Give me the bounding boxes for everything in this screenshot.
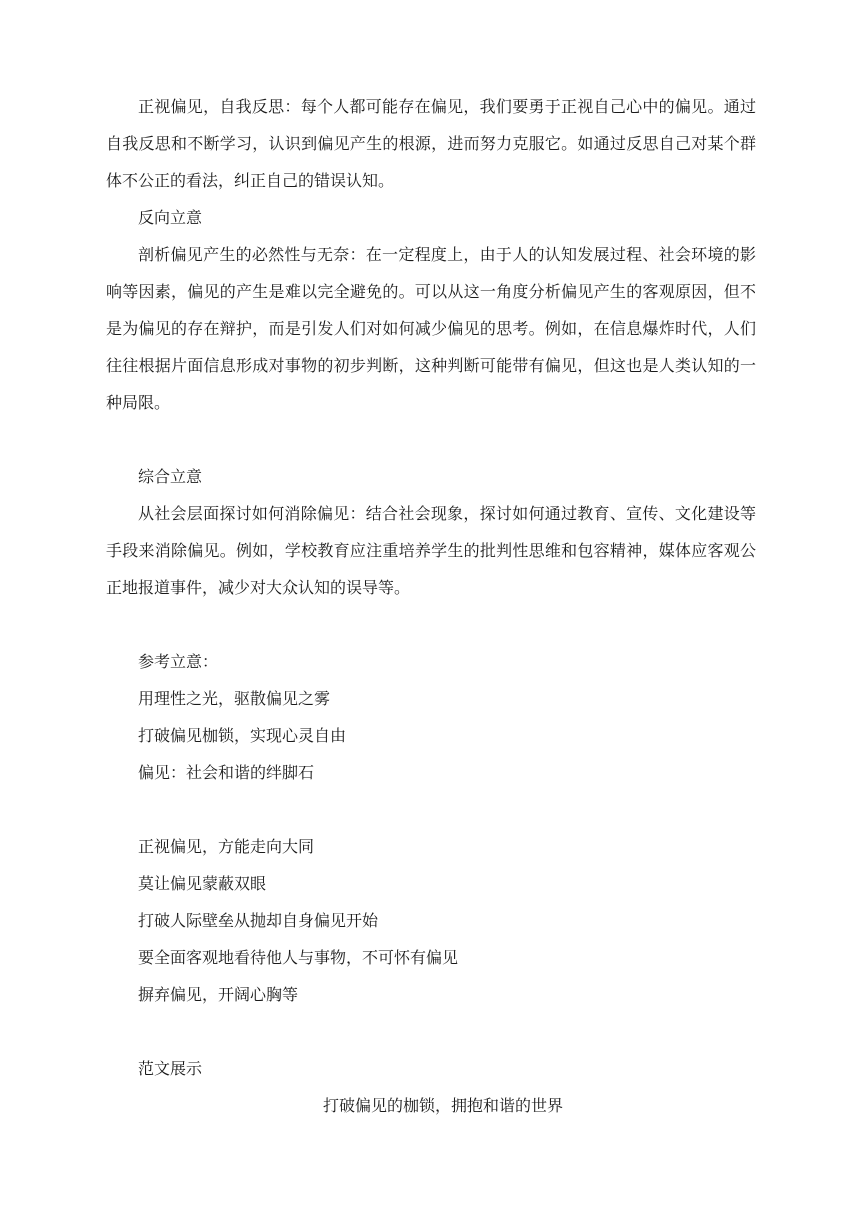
reference-idea-item: 打破人际壁垒从抛却自身偏见开始: [138, 911, 379, 930]
heading-comprehensive-idea: 综合立意: [138, 467, 203, 486]
blank-line: [106, 1013, 756, 1050]
blank-line: [106, 606, 756, 643]
blank-line: [106, 791, 756, 828]
document-body: [106, 88, 756, 1124]
reference-idea-item: 打破偏见枷锁，实现心灵自由: [138, 726, 347, 745]
reference-ideas-label: 参考立意：: [138, 652, 219, 671]
reference-idea-item: 要全面客观地看待他人与事物，不可怀有偏见: [138, 948, 459, 967]
reference-idea-item: 偏见：社会和谐的绊脚石: [138, 763, 315, 782]
essay-title: 打破偏见的枷锁，拥抱和谐的世界: [322, 1096, 563, 1115]
reference-idea-item: 正视偏见，方能走向大同: [138, 837, 315, 856]
reference-idea-item: 摒弃偏见，开阔心胸等: [138, 985, 299, 1004]
paragraph-social-level: 从社会层面探讨如何消除偏见：结合社会现象，探讨如何通过教育、宣传、文化建设等手段来消除偏见。例如，学校教育应注重培养学生的批判性思维和包容精神，媒体应客观公正地报道事件，减少对大众认知的误导等。: [106, 504, 756, 597]
blank-line: [106, 421, 756, 458]
sample-essay-label: 范文展示: [138, 1059, 203, 1078]
paragraph-self-reflection: 正视偏见，自我反思：每个人都可能存在偏见，我们要勇于正视自己心中的偏见。通过自我反思和不断学习，认识到偏见产生的根源，进而努力克服它。如通过反思自己对某个群体不公正的看法，纠正自己的错误认知。: [106, 97, 756, 190]
reference-idea-item: 莫让偏见蒙蔽双眼: [138, 874, 267, 893]
paragraph-inevitability: 剖析偏见产生的必然性与无奈：在一定程度上，由于人的认知发展过程、社会环境的影响等因素，偏见的产生是难以完全避免的。可以从这一角度分析偏见产生的客观原因，但不是为偏见的存在辩护，而是引发人们对如何减少偏见的思考。例如，在信息爆炸时代，人们往往根据片面信息形成对事物的初步判断，这种判断可能带有偏见，但这也是人类认知的一种局限。: [106, 245, 756, 412]
heading-reverse-idea: 反向立意: [138, 208, 203, 227]
reference-idea-item: 用理性之光，驱散偏见之雾: [138, 689, 331, 708]
